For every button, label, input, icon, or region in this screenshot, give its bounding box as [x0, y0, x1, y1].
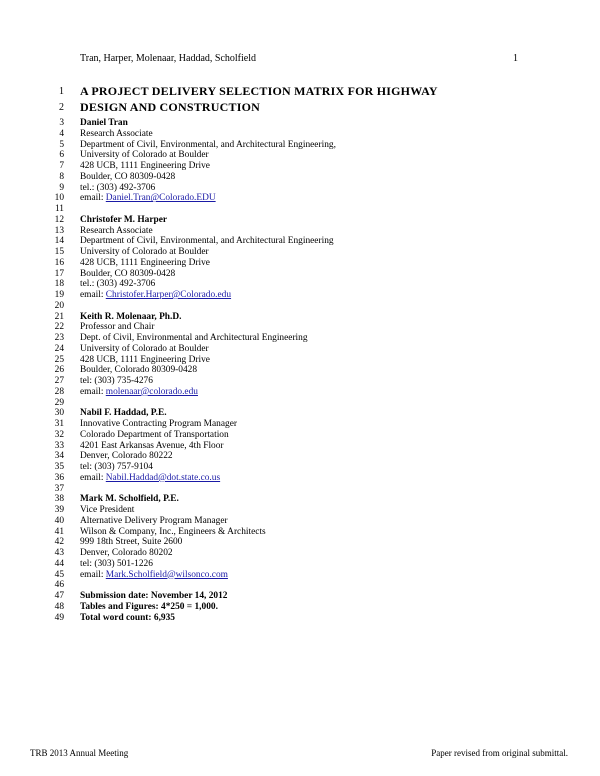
text-line: [0, 269, 600, 280]
line-number: 24: [54, 343, 64, 354]
blank-line: [0, 398, 600, 409]
line-number: 6: [59, 150, 64, 161]
author-affiliation: University of Colorado at Boulder: [80, 247, 209, 257]
author-address: 428 UCB, 1111 Engineering Drive: [80, 161, 210, 171]
author-title: Innovative Contracting Program Manager: [80, 419, 237, 429]
line-number: 3: [59, 118, 64, 128]
text-line: [0, 473, 600, 484]
line-number: 34: [54, 451, 64, 462]
line-number: 39: [54, 505, 64, 515]
line-number: 26: [54, 365, 64, 376]
author-name: Daniel Tran: [80, 118, 128, 128]
text-line: [0, 451, 600, 462]
line-number: 10: [54, 193, 64, 204]
author-title: Research Associate: [80, 225, 153, 236]
author-phone: tel: (303) 757-9104: [80, 462, 153, 472]
line-number: 40: [54, 515, 64, 526]
line-number: 41: [54, 526, 64, 537]
text-line: [0, 408, 600, 419]
text-line: [0, 150, 600, 161]
text-line: [0, 236, 600, 247]
line-number: 38: [54, 494, 64, 505]
line-number: 15: [54, 247, 64, 257]
author-name: Nabil F. Haddad, P.E.: [80, 408, 167, 419]
line-number: 33: [54, 440, 64, 451]
author-role: Alternative Delivery Program Manager: [80, 515, 228, 526]
title-line: [0, 100, 600, 116]
text-line: [0, 193, 600, 204]
text-line: [0, 129, 600, 140]
text-line: [0, 441, 600, 452]
author-city: Boulder, CO 80309-0428: [80, 171, 176, 182]
page-number: 1: [513, 53, 518, 64]
blank-line: [0, 301, 600, 312]
text-line: [0, 591, 600, 602]
text-line: [0, 494, 600, 505]
line-number: 19: [54, 290, 64, 300]
line-number: 20: [54, 300, 64, 311]
line-number: 42: [54, 537, 64, 548]
line-number: 45: [54, 569, 64, 580]
text-line: [0, 537, 600, 548]
line-number: 16: [54, 257, 64, 268]
line-number: 14: [54, 236, 64, 247]
line-number: 27: [54, 376, 64, 386]
line-number: 12: [54, 214, 64, 225]
line-number: 7: [59, 161, 64, 171]
line-number: 2: [59, 101, 64, 113]
author-affiliation: Wilson & Company, Inc., Engineers & Architects: [80, 526, 266, 537]
footer-note: Paper revised from original submittal.: [431, 748, 568, 758]
email-label: email:: [80, 290, 106, 300]
author-phone: tel: (303) 501-1226: [80, 558, 153, 569]
blank-line: [0, 204, 600, 215]
word-count: Total word count: 6,935: [80, 612, 175, 623]
text-line: [0, 322, 600, 333]
line-number: 31: [54, 419, 64, 429]
line-number: 1: [59, 86, 64, 97]
author-address: 428 UCB, 1111 Engineering Drive: [80, 354, 210, 365]
text-line: [0, 279, 600, 290]
text-line: [0, 516, 600, 527]
line-number: 35: [54, 462, 64, 472]
text-line: [0, 548, 600, 559]
line-number: 47: [54, 591, 64, 601]
author-affiliation: University of Colorado at Boulder: [80, 150, 209, 161]
text-line: [0, 215, 600, 226]
text-line: [0, 570, 600, 581]
line-number: 4: [59, 128, 64, 139]
text-line: [0, 140, 600, 151]
author-phone: tel.: (303) 492-3706: [80, 279, 156, 290]
text-line: [0, 527, 600, 538]
line-number: 17: [54, 268, 64, 279]
blank-line: [0, 580, 600, 591]
line-number: 36: [54, 472, 64, 483]
author-title: Professor and Chair: [80, 322, 155, 333]
text-line: [0, 290, 600, 301]
line-number: 48: [54, 601, 64, 612]
text-line: [0, 462, 600, 473]
text-line: [0, 419, 600, 430]
line-number: 22: [54, 322, 64, 333]
text-line: [0, 161, 600, 172]
text-line: [0, 613, 600, 624]
paper-title: DESIGN AND CONSTRUCTION: [80, 99, 260, 114]
line-number: 23: [54, 333, 64, 343]
author-city: Denver, Colorado 80202: [80, 548, 173, 558]
author-address: 428 UCB, 1111 Engineering Drive: [80, 257, 210, 268]
line-number: 13: [54, 225, 64, 236]
paper-title: A PROJECT DELIVERY SELECTION MATRIX FOR HIGHWAY: [80, 84, 438, 98]
email-label: email:: [80, 386, 106, 397]
line-number: 8: [59, 171, 64, 182]
line-number: 44: [54, 558, 64, 569]
numbered-lines: [0, 84, 600, 623]
author-name: Keith R. Molenaar, Ph.D.: [80, 311, 182, 322]
header-authors: Tran, Harper, Molenaar, Haddad, Scholfield: [80, 53, 257, 64]
author-phone: tel: (303) 735-4276: [80, 376, 153, 386]
email-link[interactable]: Christofer.Harper@Colorado.edu: [105, 290, 232, 300]
text-line: [0, 355, 600, 366]
email-label: email:: [80, 569, 106, 580]
line-number: 29: [54, 397, 64, 408]
line-number: 30: [54, 408, 64, 419]
author-city: Boulder, Colorado 80309-0428: [80, 365, 198, 376]
email-label: email:: [80, 193, 106, 204]
author-department: Department of Civil, Environmental, and Architectural Engineering: [80, 236, 334, 247]
blank-line: [0, 484, 600, 495]
author-name: Mark M. Scholfield, P.E.: [80, 494, 179, 505]
text-line: [0, 226, 600, 237]
text-line: [0, 365, 600, 376]
line-number: 11: [54, 204, 64, 214]
line-number: 46: [54, 580, 64, 591]
author-city: Denver, Colorado 80222: [80, 451, 173, 462]
line-number: 25: [54, 354, 64, 365]
text-line: [0, 602, 600, 613]
author-department: Department of Civil, Environmental, and Architectural Engineering,: [80, 139, 336, 150]
text-line: [0, 376, 600, 387]
author-address: 999 18th Street, Suite 2600: [80, 537, 183, 548]
text-line: [0, 172, 600, 183]
text-line: [0, 344, 600, 355]
line-number: 18: [54, 279, 64, 290]
line-number: 49: [54, 612, 64, 623]
text-line: [0, 333, 600, 344]
email-link[interactable]: Mark.Scholfield@wilsonco.com: [105, 569, 228, 580]
email-link[interactable]: Nabil.Haddad@dot.state.co.us: [105, 472, 221, 483]
line-number: 5: [59, 139, 64, 150]
footer-meeting: TRB 2013 Annual Meeting: [30, 748, 129, 758]
author-department: Dept. of Civil, Environmental and Architectural Engineering: [80, 333, 308, 343]
author-address: 4201 East Arkansas Avenue, 4th Floor: [80, 440, 224, 451]
author-name: Christofer M. Harper: [80, 214, 168, 225]
text-line: [0, 183, 600, 194]
text-line: [0, 258, 600, 269]
line-number: 28: [54, 386, 64, 397]
text-line: [0, 559, 600, 570]
author-title: Research Associate: [80, 128, 153, 139]
email-label: email:: [80, 472, 106, 483]
author-affiliation: University of Colorado at Boulder: [80, 343, 209, 354]
author-city: Boulder, CO 80309-0428: [80, 268, 176, 279]
text-line: [0, 118, 600, 129]
text-line: [0, 387, 600, 398]
submission-date: Submission date: November 14, 2012: [80, 591, 228, 601]
email-link[interactable]: Daniel.Tran@Colorado.EDU: [105, 193, 216, 204]
line-number: 9: [59, 182, 64, 193]
email-link[interactable]: molenaar@colorado.edu: [105, 386, 198, 397]
line-number: 21: [54, 311, 64, 322]
title-line: [0, 84, 600, 100]
line-number: 32: [54, 429, 64, 440]
text-line: [0, 505, 600, 516]
text-line: [0, 247, 600, 258]
text-line: [0, 312, 600, 323]
author-phone: tel.: (303) 492-3706: [80, 182, 156, 193]
line-number: 37: [54, 483, 64, 494]
author-title: Vice President: [80, 505, 135, 515]
line-number: 43: [54, 548, 64, 558]
author-affiliation: Colorado Department of Transportation: [80, 429, 229, 440]
tables-figures-count: Tables and Figures: 4*250 = 1,000.: [80, 601, 218, 612]
text-line: [0, 430, 600, 441]
